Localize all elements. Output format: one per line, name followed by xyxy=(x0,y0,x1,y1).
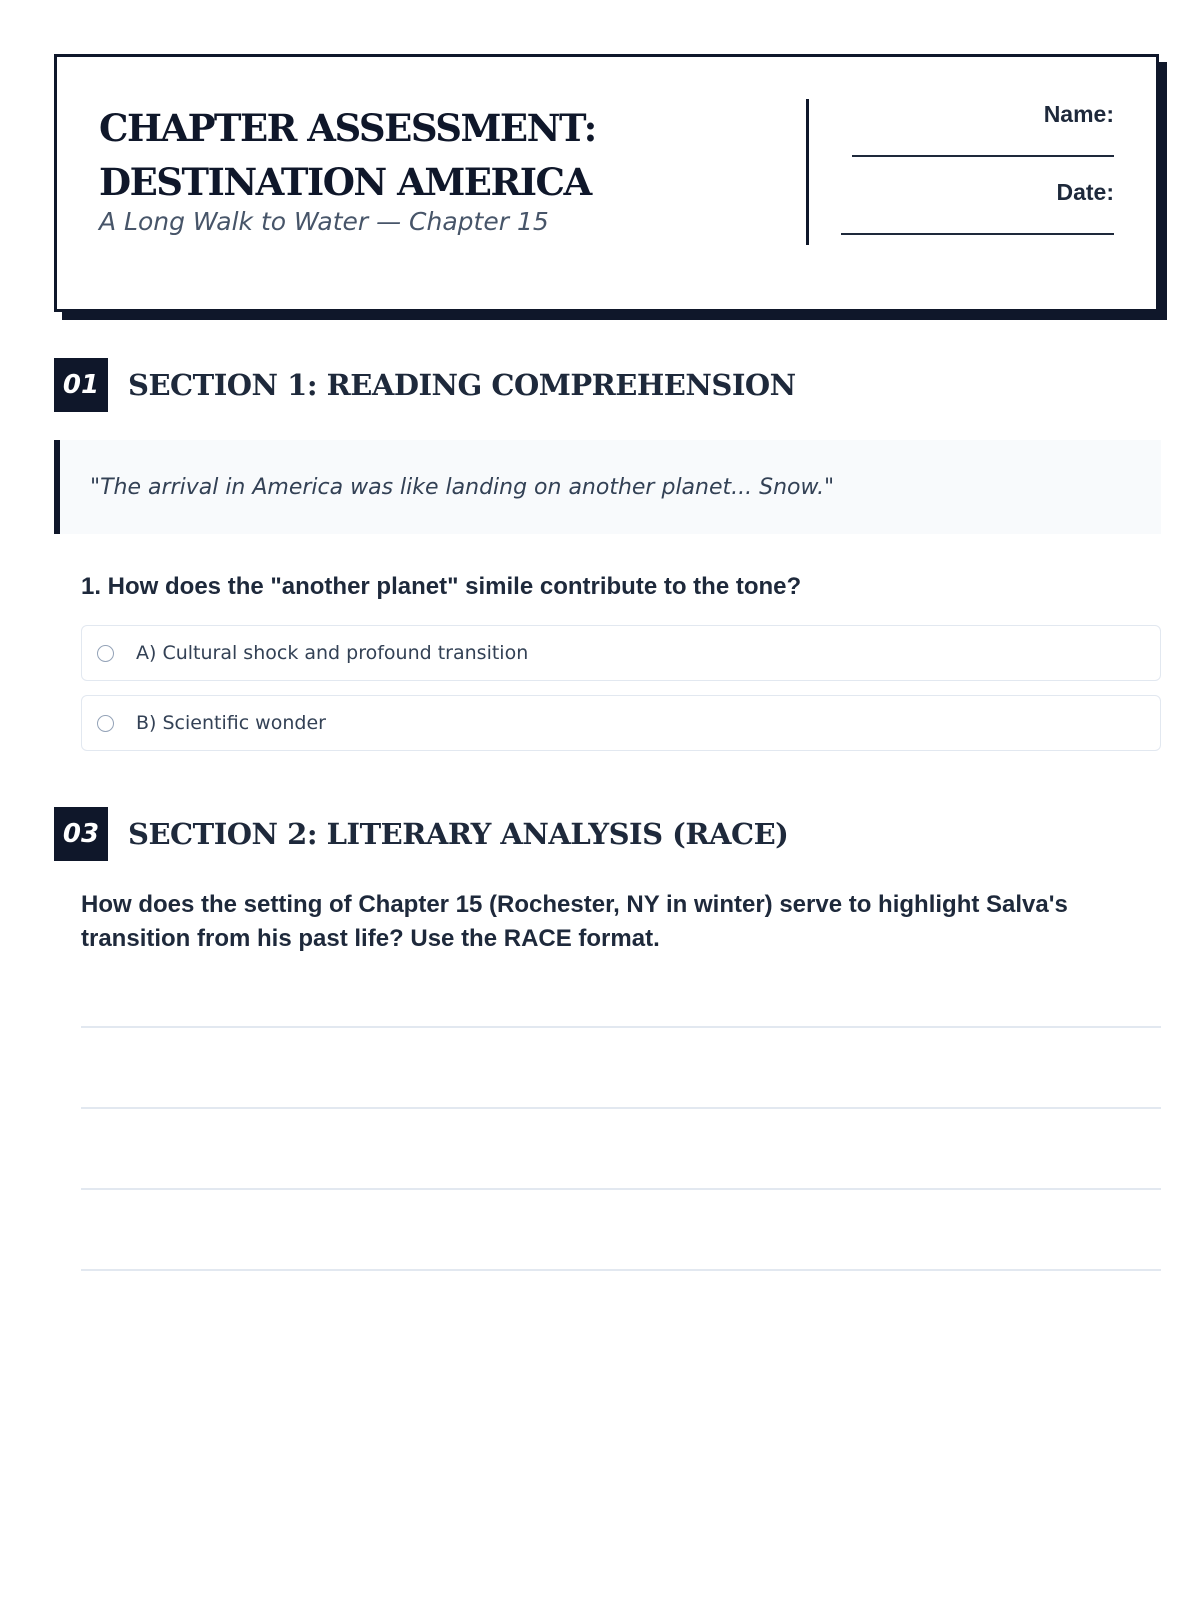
section-1-title: SECTION 1: READING COMPREHENSION xyxy=(128,368,796,402)
answer-line[interactable] xyxy=(81,1107,1161,1109)
name-label: Name: xyxy=(1043,101,1114,127)
option-a-label: A) Cultural shock and profound transition xyxy=(136,642,529,664)
header-card xyxy=(54,54,1159,312)
option-b[interactable] xyxy=(81,695,1161,751)
date-field[interactable] xyxy=(841,233,1114,235)
section-2-title: SECTION 2: LITERARY ANALYSIS (RACE) xyxy=(128,817,789,851)
section-1-number: 01 xyxy=(54,358,108,412)
race-prompt: How does the setting of Chapter 15 (Rochester, NY in winter) serve to highlight Salva's transition from his past life? Use the RACE format. xyxy=(81,891,1068,952)
section-1-header xyxy=(54,358,796,412)
section-2-number: 03 xyxy=(54,807,108,861)
radio-icon[interactable] xyxy=(97,645,114,662)
option-b-label: B) Scientific wonder xyxy=(136,712,326,734)
option-a[interactable] xyxy=(81,625,1161,681)
quote-block xyxy=(54,440,1161,534)
name-field[interactable] xyxy=(852,155,1114,157)
page-subtitle: A Long Walk to Water — Chapter 15 xyxy=(99,207,549,236)
date-label: Date: xyxy=(1056,179,1114,205)
page-title: CHAPTER ASSESSMENT: DESTINATION AMERICA xyxy=(99,106,596,204)
quote-text: "The arrival in America was like landing on another planet... Snow." xyxy=(90,474,835,500)
answer-line[interactable] xyxy=(81,1026,1161,1028)
answer-line[interactable] xyxy=(81,1269,1161,1271)
radio-icon[interactable] xyxy=(97,715,114,732)
section-2-header xyxy=(54,807,788,861)
header-divider xyxy=(806,99,809,245)
answer-line[interactable] xyxy=(81,1188,1161,1190)
question-1: 1. How does the "another planet" simile contribute to the tone? xyxy=(81,573,802,600)
